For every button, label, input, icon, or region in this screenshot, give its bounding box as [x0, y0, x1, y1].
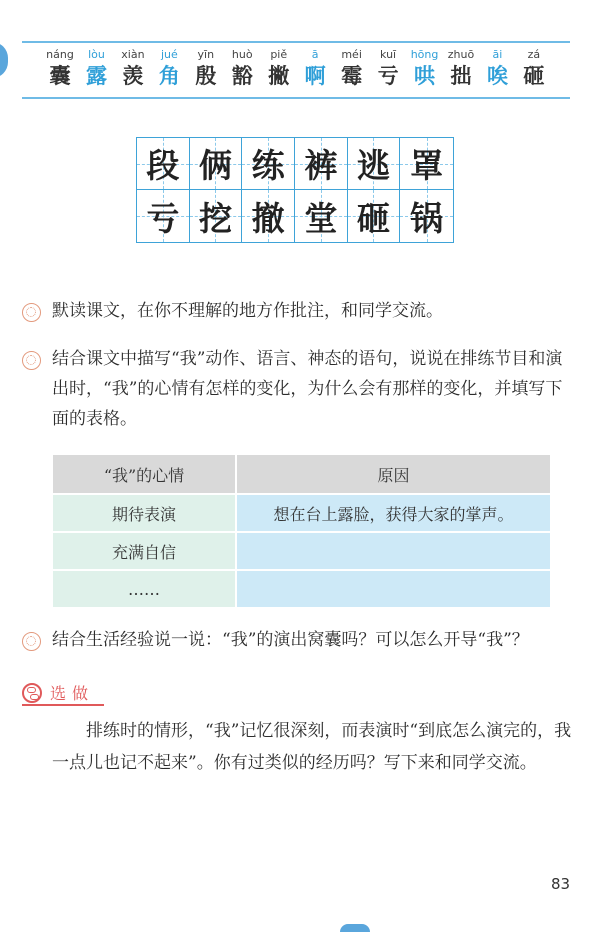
- bottom-decoration: [340, 924, 370, 932]
- vocab-item: [407, 48, 443, 92]
- vocab-pinyin: piě: [270, 48, 288, 61]
- vocab-pinyin: zhuō: [447, 48, 475, 61]
- grid-char: 段: [146, 146, 180, 185]
- vocab-strip: [42, 48, 552, 92]
- vocab-char: 豁: [231, 63, 253, 88]
- vocab-char: 撇: [268, 63, 290, 88]
- page-number: 83: [551, 875, 571, 893]
- vocab-pinyin: náng: [46, 48, 74, 61]
- vocab-pinyin: kuī: [380, 48, 397, 61]
- optional-task-underline: [22, 704, 104, 706]
- vocab-char: 唉: [486, 63, 508, 88]
- table-cell-mood: ……: [53, 569, 235, 607]
- grid-cell: [137, 190, 190, 242]
- vocab-char: 啊: [304, 63, 326, 88]
- vocab-char: 囊: [49, 63, 71, 88]
- question-1: 默读课文，在你不理解的地方作批注，和同学交流。: [52, 301, 443, 321]
- table-cell-mood: 充满自信: [53, 531, 235, 569]
- grid-char: 俩: [198, 146, 232, 185]
- vocab-char: 哄: [414, 63, 436, 88]
- vocab-pinyin: méi: [341, 48, 362, 61]
- optional-task-text: 排练时的情形，“我”记忆很深刻，而表演时“到底怎么演完的，我一点儿也记不起来”。你有过类似的经历吗？写下来和同学交流。: [52, 721, 572, 773]
- vocab-item: [188, 48, 224, 92]
- mood-table: [53, 455, 550, 607]
- vocab-item: [479, 48, 515, 92]
- vocab-pinyin: yīn: [197, 48, 215, 61]
- vocab-item: [151, 48, 187, 92]
- vocab-pinyin: lòu: [88, 48, 105, 61]
- question-3: 结合生活经验说一说：“我”的演出窝囊吗？可以怎么开导“我”？: [52, 630, 529, 650]
- vocab-pinyin: jué: [160, 48, 178, 61]
- question-bullet-icon: [22, 632, 41, 651]
- grid-cell: [400, 190, 453, 242]
- vocab-item: [443, 48, 479, 92]
- grid-char: 挖: [198, 198, 232, 238]
- grid-char: 锅: [410, 198, 444, 238]
- grid-cell: [190, 138, 243, 190]
- grid-char: 砸: [356, 198, 390, 238]
- vocab-item: [78, 48, 114, 92]
- grid-cell: [190, 190, 243, 242]
- grid-char: 裤: [304, 146, 338, 185]
- vocab-pinyin: zá: [527, 48, 541, 61]
- vocab-item: [42, 48, 78, 92]
- vocab-pinyin: huò: [231, 48, 253, 61]
- vocab-bottom-rule: [22, 97, 570, 99]
- grid-cell: [400, 138, 453, 190]
- vocab-top-rule: [22, 41, 570, 43]
- grid-cell: [348, 138, 401, 190]
- grid-cell: [242, 190, 295, 242]
- table-cell-reason[interactable]: [235, 531, 550, 569]
- vocab-char: 拙: [450, 63, 472, 88]
- grid-char: 堂: [304, 198, 338, 238]
- vocab-item: [516, 48, 552, 92]
- question-bullet-icon: [22, 351, 41, 370]
- grid-char: 撤: [251, 198, 285, 238]
- vocab-item: [370, 48, 406, 92]
- grid-char: 逃: [356, 146, 390, 185]
- vocab-char: 羡: [122, 63, 144, 88]
- vocab-char: 角: [158, 63, 180, 88]
- vocab-char: 亏: [377, 63, 399, 88]
- table-header-mood: “我”的心情: [53, 455, 235, 493]
- vocab-item: [115, 48, 151, 92]
- grid-char: 练: [251, 146, 285, 185]
- grid-cell: [295, 190, 348, 242]
- grid-cell: [242, 138, 295, 190]
- vocab-pinyin: āi: [492, 48, 503, 61]
- vocab-char: 殷: [195, 63, 217, 88]
- grid-char: 罩: [410, 146, 444, 185]
- writing-grid: [136, 137, 454, 243]
- table-header-reason: 原因: [235, 455, 550, 493]
- vocab-item: [224, 48, 260, 92]
- optional-task-label: 选做: [50, 684, 95, 703]
- vocab-item: [297, 48, 333, 92]
- vocab-char: 露: [85, 63, 107, 88]
- table-cell-reason[interactable]: [235, 569, 550, 607]
- vocab-pinyin: ā: [311, 48, 319, 61]
- vocab-char: 霉: [341, 63, 363, 88]
- vocab-char: 砸: [523, 63, 545, 88]
- grid-char: 亏: [146, 198, 180, 238]
- optional-task-icon: [22, 683, 42, 703]
- vocab-item: [261, 48, 297, 92]
- table-cell-reason[interactable]: 想在台上露脸，获得大家的掌声。: [235, 493, 550, 531]
- question-2: 结合课文中描写“我”动作、语言、神态的语句，说说在排练节目和演出时，“我”的心情有怎样的变化，为什么会有那样的变化，并填写下面的表格。: [52, 349, 563, 429]
- grid-cell: [295, 138, 348, 190]
- vocab-item: [334, 48, 370, 92]
- question-bullet-icon: [22, 303, 41, 322]
- vocab-pinyin: hōng: [410, 48, 439, 61]
- table-cell-mood: 期待表演: [53, 493, 235, 531]
- chapter-side-tab: [0, 42, 8, 78]
- grid-cell: [137, 138, 190, 190]
- vocab-pinyin: xiàn: [121, 48, 145, 61]
- grid-cell: [348, 190, 401, 242]
